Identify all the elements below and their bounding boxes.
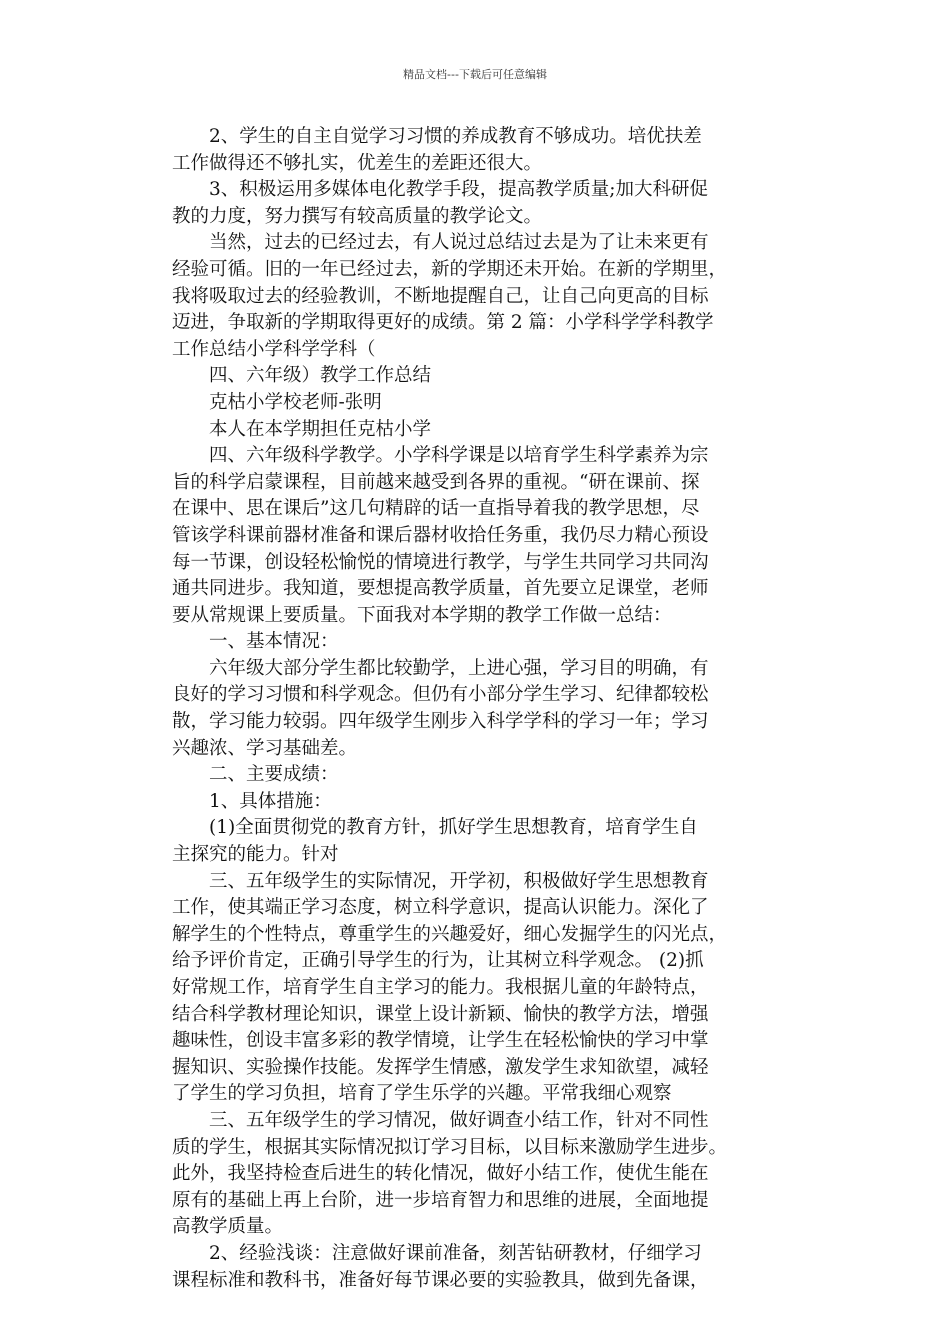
text-line: 了学生的学习负担，培育了学生乐学的兴趣。平常我细心观察	[172, 1083, 672, 1105]
text-line: 管该学科课前器材准备和课后器材收拾任务重，我仍尽力精心预设	[172, 524, 709, 546]
text-line: 我将吸取过去的经验教训，不断地提醒自己，让自己向更高的目标	[172, 285, 709, 307]
text-line: 一、基本情况：	[209, 631, 339, 653]
text-line: 六年级大部分学生都比较勤学，上进心强，学习目的明确，有	[209, 657, 709, 679]
text-line: 握知识、实验操作技能。发挥学生情感，激发学生求知欲望，减轻	[172, 1056, 709, 1078]
text-line: 旨的科学启蒙课程，目前越来越受到各界的重视。“研在课前、探	[172, 471, 700, 493]
text-line: 迈进，争取新的学期取得更好的成绩。第 2 篇：小学科学学科教学	[172, 312, 714, 334]
text-line: 2、经验浅谈：注意做好课前准备，刻苦钻研教材，仔细学习	[209, 1242, 702, 1264]
text-line: 工作，使其端正学习态度，树立科学意识，提高认识能力。深化了	[172, 897, 709, 919]
text-line: 兴趣浓、学习基础差。	[172, 737, 358, 759]
text-line: 结合科学教材理论知识，课堂上设计新颖、愉快的教学方法，增强	[172, 1003, 709, 1025]
text-line: 三、五年级学生的实际情况，开学初，积极做好学生思想教育	[209, 870, 709, 892]
text-line: 通共同进步。我知道，要想提高教学质量，首先要立足课堂，老师	[172, 578, 709, 600]
text-line: 四、六年级科学教学。小学科学课是以培育学生科学素养为宗	[209, 445, 709, 467]
text-line: 给予评价肯定，正确引导学生的行为，让其树立科学观念。 (2)抓	[172, 950, 704, 972]
text-line: 教的力度，努力撰写有较高质量的教学论文。	[172, 205, 543, 227]
text-line: 本人在本学期担任克枯小学	[209, 418, 432, 440]
text-line: 3、积极运用多媒体电化教学手段，提高教学质量;加大科研促	[209, 179, 709, 201]
text-line: (1)全面贯彻党的教育方针，抓好学生思想教育，培育学生自	[209, 817, 698, 839]
text-line: 良好的学习习惯和科学观念。但仍有小部分学生学习、纪律都较松	[172, 684, 709, 706]
text-line: 原有的基础上再上台阶，进一步培育智力和思维的进展，全面地提	[172, 1189, 709, 1211]
text-line: 高教学质量。	[172, 1216, 284, 1238]
text-line: 每一节课，创设轻松愉悦的情境进行教学，与学生共同学习共同沟	[172, 551, 709, 573]
text-line: 主探究的能力。针对	[172, 844, 339, 866]
text-line: 2、学生的自主自觉学习习惯的养成教育不够成功。培优扶差	[209, 126, 702, 147]
text-line: 质的学生，根据其实际情况拟订学习目标，以目标来激励学生进步。	[172, 1136, 728, 1158]
text-line: 四、六年级）教学工作总结	[209, 365, 432, 387]
page-header: 精品文档---下载后可任意编辑	[403, 68, 547, 81]
document-body	[172, 124, 812, 1294]
text-line: 克枯小学校老师-张明	[209, 391, 382, 413]
text-line: 1、具体措施：	[209, 790, 332, 812]
text-line: 在课中、思在课后”这几句精辟的话一直指导着我的教学思想，尽	[172, 498, 700, 520]
text-line: 此外，我坚持检查后进生的转化情况，做好小结工作，使优生能在	[172, 1163, 709, 1185]
text-line: 解学生的个性特点，尊重学生的兴趣爱好，细心发掘学生的闪光点，	[172, 923, 728, 945]
text-line: 课程标准和教科书，准备好每节课必要的实验教具，做到先备课，	[172, 1269, 709, 1291]
text-line: 工作做得还不够扎实，优差生的差距还很大。	[172, 152, 543, 174]
text-line: 二、主要成绩：	[209, 764, 339, 786]
text-line: 经验可循。旧的一年已经过去，新的学期还未开始。在新的学期里，	[172, 258, 728, 280]
text-line: 当然，过去的已经过去，有人说过总结过去是为了让未来更有	[209, 232, 709, 254]
text-line: 三、五年级学生的学习情况，做好调查小结工作，针对不同性	[209, 1109, 709, 1131]
text-line: 好常规工作，培育学生自主学习的能力。我根据儿童的年龄特点，	[172, 977, 709, 998]
text-line: 趣味性，创设丰富多彩的教学情境，让学生在轻松愉快的学习中掌	[172, 1030, 709, 1052]
text-line: 工作总结小学科学学科（	[172, 338, 376, 360]
text-line: 散，学习能力较弱。四年级学生刚步入科学学科的学习一年；学习	[172, 711, 709, 733]
text-line: 要从常规课上要质量。下面我对本学期的教学工作做一总结：	[172, 604, 672, 626]
